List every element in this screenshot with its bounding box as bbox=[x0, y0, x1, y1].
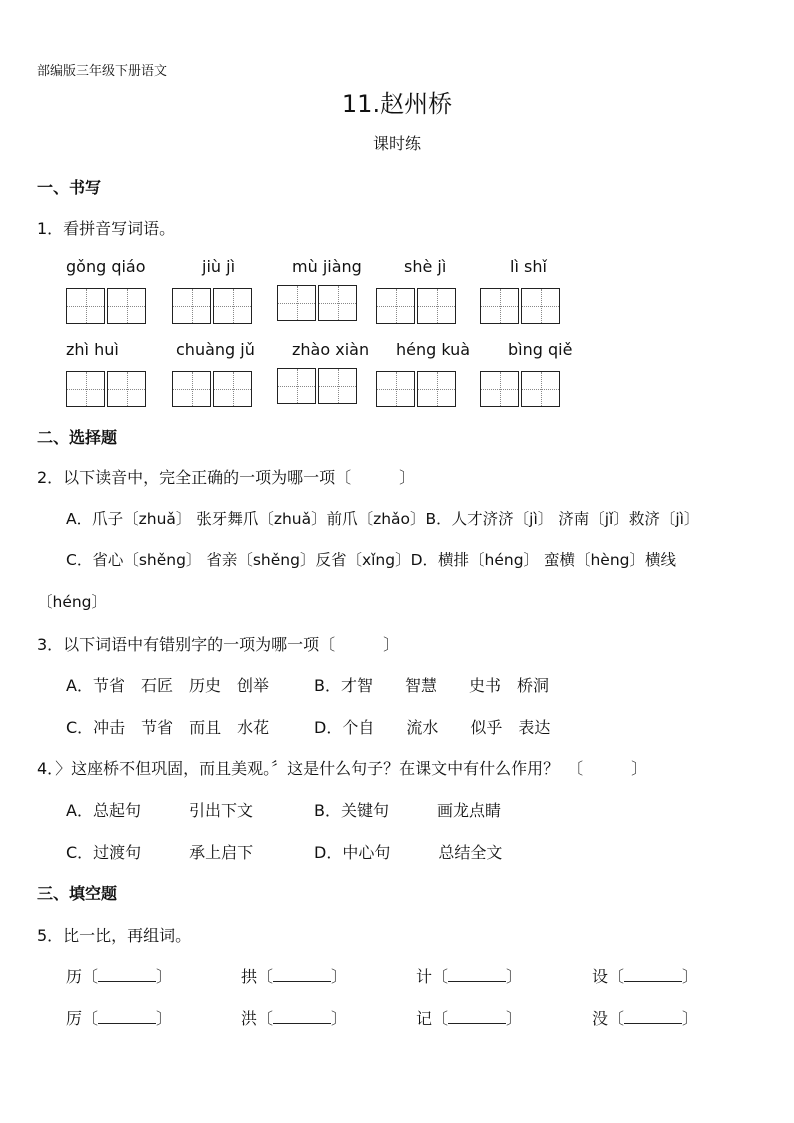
writing-box[interactable] bbox=[318, 368, 357, 404]
compare-char: 拱 bbox=[241, 967, 258, 986]
writing-grid[interactable] bbox=[66, 288, 146, 324]
compare-item: 历〔 〕 bbox=[66, 967, 173, 986]
writing-box[interactable] bbox=[66, 371, 105, 407]
writing-box[interactable] bbox=[213, 371, 252, 407]
question-4-option-d[interactable]: D．中心句 总结全文 bbox=[314, 843, 503, 862]
compare-item: 没〔 〕 bbox=[592, 1009, 699, 1028]
writing-box[interactable] bbox=[107, 371, 146, 407]
answer-blank[interactable] bbox=[273, 1009, 331, 1024]
question-4-option-b[interactable]: B．关键句 画龙点睛 bbox=[314, 801, 501, 820]
writing-box[interactable] bbox=[172, 371, 211, 407]
question-3-option-a[interactable]: A．节省 石匠 历史 创举 bbox=[66, 676, 269, 695]
answer-blank[interactable] bbox=[448, 1009, 506, 1024]
writing-box[interactable] bbox=[521, 288, 560, 324]
writing-box[interactable] bbox=[376, 371, 415, 407]
writing-box[interactable] bbox=[521, 371, 560, 407]
section-fill-heading: 三、填空题 bbox=[37, 884, 118, 903]
question-3-option-d[interactable]: D．个自 流水 似乎 表达 bbox=[314, 718, 551, 737]
compare-char: 设 bbox=[592, 967, 609, 986]
question-2-options-ab: A．爪子〔zhuǎ〕 张牙舞爪〔zhuǎ〕前爪〔zhǎo〕B．人才济济〔jì〕 济南〔jǐ〕救济〔jì〕 bbox=[66, 510, 700, 528]
writing-box[interactable] bbox=[172, 288, 211, 324]
question-4-stem: 4．〉这座桥不但巩固，而且美观。〞这是什么句子？在课文中有什么作用？ 〔 〕 bbox=[37, 759, 648, 778]
question-3-option-c[interactable]: C．冲击 节省 而且 水花 bbox=[66, 718, 270, 737]
pinyin-zhao-xian: zhào xiàn bbox=[292, 340, 370, 359]
compare-item: 拱〔 〕 bbox=[241, 967, 348, 986]
compare-char: 历 bbox=[66, 967, 83, 986]
pinyin-jiu-ji: jiù jì bbox=[202, 257, 236, 276]
writing-box[interactable] bbox=[480, 288, 519, 324]
compare-item: 设〔 〕 bbox=[592, 967, 699, 986]
grade-header: 部编版三年级下册语文 bbox=[37, 64, 168, 79]
writing-grid[interactable] bbox=[172, 371, 252, 407]
writing-box[interactable] bbox=[213, 288, 252, 324]
compare-char: 厉 bbox=[66, 1009, 83, 1028]
answer-blank[interactable] bbox=[273, 967, 331, 982]
writing-grid[interactable] bbox=[376, 288, 456, 324]
section-writing-heading: 一、书写 bbox=[37, 178, 102, 197]
page-subtitle: 课时练 bbox=[372, 134, 421, 153]
question-2-stem: 2．以下读音中，完全正确的一项为哪一项〔 〕 bbox=[37, 468, 416, 487]
page-title: 11.赵州桥 bbox=[341, 90, 453, 118]
answer-blank[interactable] bbox=[98, 1009, 156, 1024]
pinyin-bing-qie: bìng qiě bbox=[508, 340, 573, 359]
writing-box[interactable] bbox=[277, 285, 316, 321]
answer-blank[interactable] bbox=[624, 1009, 682, 1024]
pinyin-li-shi: lì shǐ bbox=[510, 257, 547, 276]
question-5-stem: 5．比一比，再组词。 bbox=[37, 926, 192, 945]
writing-grid[interactable] bbox=[172, 288, 252, 324]
writing-grid[interactable] bbox=[277, 285, 357, 321]
compare-char: 记 bbox=[416, 1009, 433, 1028]
pinyin-zhi-hui: zhì huì bbox=[66, 340, 119, 359]
writing-box[interactable] bbox=[107, 288, 146, 324]
question-3-stem: 3．以下词语中有错别字的一项为哪一项〔 〕 bbox=[37, 635, 400, 654]
writing-grid[interactable] bbox=[376, 371, 456, 407]
compare-item: 厉〔 〕 bbox=[66, 1009, 173, 1028]
pinyin-chuang-ju: chuàng jǔ bbox=[176, 340, 255, 359]
writing-box[interactable] bbox=[376, 288, 415, 324]
pinyin-she-ji: shè jì bbox=[404, 257, 447, 276]
question-2-options-continued: 〔héng〕 bbox=[37, 593, 108, 611]
compare-item: 洪〔 〕 bbox=[241, 1009, 348, 1028]
section-choice-heading: 二、选择题 bbox=[37, 428, 118, 447]
writing-box[interactable] bbox=[417, 371, 456, 407]
compare-item: 记〔 〕 bbox=[416, 1009, 523, 1028]
compare-char: 洪 bbox=[241, 1009, 258, 1028]
writing-box[interactable] bbox=[417, 288, 456, 324]
writing-box[interactable] bbox=[66, 288, 105, 324]
writing-grid[interactable] bbox=[277, 368, 357, 404]
answer-blank[interactable] bbox=[448, 967, 506, 982]
pinyin-heng-kua: héng kuà bbox=[396, 340, 471, 359]
pinyin-mu-jiang: mù jiàng bbox=[292, 257, 362, 276]
question-1-stem: 1．看拼音写词语。 bbox=[37, 219, 176, 238]
answer-blank[interactable] bbox=[98, 967, 156, 982]
writing-grid[interactable] bbox=[480, 371, 560, 407]
writing-grid[interactable] bbox=[480, 288, 560, 324]
writing-box[interactable] bbox=[480, 371, 519, 407]
question-2-options-cd: C．省心〔shěng〕 省亲〔shěng〕反省〔xǐng〕D．横排〔héng〕 蛮横〔hèng〕横线 bbox=[66, 551, 676, 569]
writing-box[interactable] bbox=[277, 368, 316, 404]
compare-item: 计〔 〕 bbox=[416, 967, 523, 986]
question-4-option-a[interactable]: A．总起句 引出下文 bbox=[66, 801, 253, 820]
compare-char: 计 bbox=[416, 967, 433, 986]
question-4-option-c[interactable]: C．过渡句 承上启下 bbox=[66, 843, 254, 862]
writing-grid[interactable] bbox=[66, 371, 146, 407]
pinyin-gong-qiao: gǒng qiáo bbox=[66, 257, 146, 276]
question-3-option-b[interactable]: B．才智 智慧 史书 桥洞 bbox=[314, 676, 549, 695]
compare-char: 没 bbox=[592, 1009, 609, 1028]
writing-box[interactable] bbox=[318, 285, 357, 321]
answer-blank[interactable] bbox=[624, 967, 682, 982]
